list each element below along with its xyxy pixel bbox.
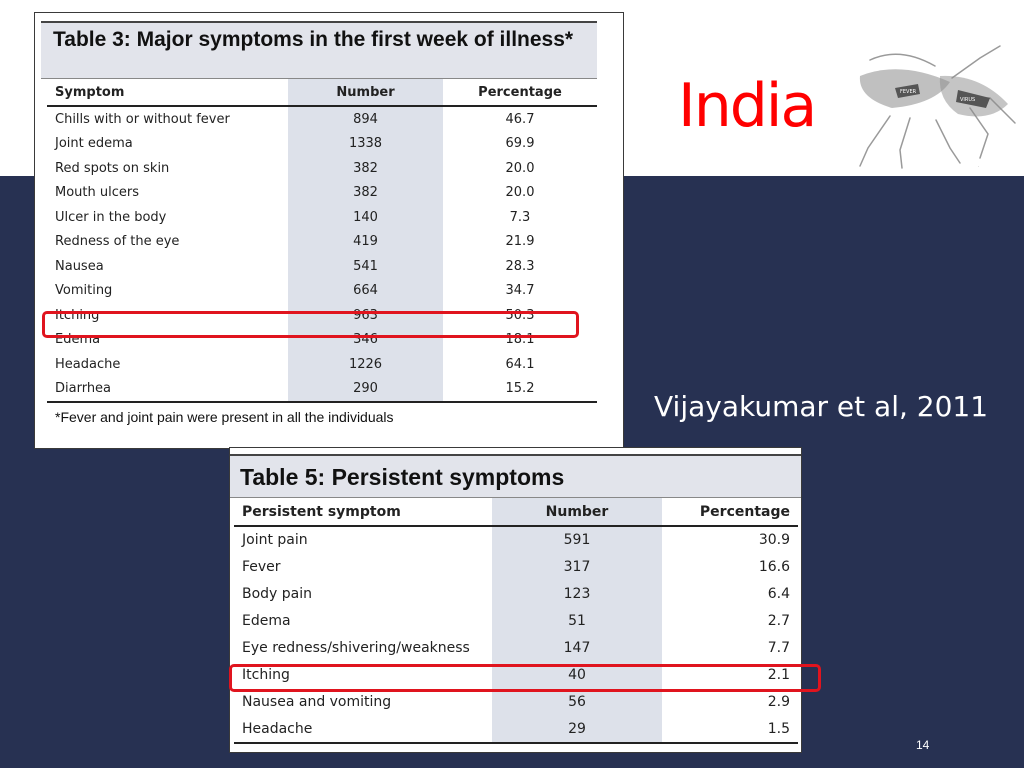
slide-number: 14 (916, 738, 930, 752)
slide-title: India (678, 71, 816, 141)
svg-text:FEVER: FEVER (900, 89, 917, 95)
symptom-cell: Itching (242, 666, 290, 683)
number-cell: 382 (288, 156, 443, 181)
percentage-cell: 46.7 (505, 111, 535, 127)
table-3-title: Table 3: Major symptoms in the first week of illness* (41, 21, 597, 79)
symptom-cell: Body pain (242, 586, 313, 603)
number-cell: 346 (288, 328, 443, 353)
svg-text:·: · (978, 164, 980, 169)
symptom-cell: Headache (55, 356, 121, 372)
symptom-cell: Edema (55, 332, 101, 348)
symptom-cell: Nausea and vomiting (242, 693, 392, 710)
table-3-bottom-rule (47, 401, 597, 403)
percentage-cell: 2.9 (767, 693, 790, 710)
percentage-cell: 21.9 (505, 234, 535, 250)
number-cell: 140 (288, 205, 443, 230)
percentage-cell: 20.0 (505, 185, 535, 201)
svg-text:VIRUS: VIRUS (960, 97, 976, 103)
symptom-cell: Itching (55, 307, 100, 323)
symptom-cell: Ulcer in the body (55, 209, 167, 225)
citation: Vijayakumar et al, 2011 (654, 390, 989, 423)
symptom-cell: Nausea (55, 258, 104, 274)
table-5-bottom-rule (234, 742, 798, 744)
percentage-cell: 30.9 (758, 532, 790, 549)
number-cell: 147 (492, 635, 662, 662)
number-cell: 591 (492, 527, 662, 554)
percentage-cell: 1.5 (767, 720, 790, 737)
percentage-cell: 7.7 (767, 640, 790, 656)
number-cell: 894 (288, 107, 443, 132)
percentage-cell: 15.2 (505, 381, 535, 397)
symptom-cell: Chills with or without fever (55, 111, 230, 127)
symptom-cell: Joint edema (55, 136, 133, 152)
symptom-cell: Redness of the eye (55, 234, 180, 250)
number-cell: 40 (492, 661, 662, 688)
column-header: Number (492, 498, 662, 527)
percentage-cell: 20.0 (505, 160, 535, 176)
percentage-cell: 34.7 (505, 283, 535, 299)
percentage-cell: 2.7 (767, 613, 790, 630)
number-cell: 29 (492, 715, 662, 742)
symptom-cell: Vomiting (55, 283, 113, 299)
percentage-cell: 28.3 (505, 258, 535, 274)
table-3-major-symptoms (34, 12, 624, 449)
table-5-grid (234, 498, 798, 742)
itching-highlight-table-3 (42, 311, 579, 338)
number-cell: 290 (288, 377, 443, 402)
symptom-cell: Fever (242, 559, 281, 576)
number-cell: 541 (288, 254, 443, 279)
percentage-cell: 18.1 (505, 332, 535, 348)
table-3-grid (47, 79, 597, 401)
number-cell: 382 (288, 181, 443, 206)
symptom-cell: Diarrhea (55, 381, 112, 397)
number-cell: 317 (492, 554, 662, 581)
number-cell: 419 (288, 230, 443, 255)
mosquito-word-cloud-icon (840, 38, 1024, 173)
column-header: Percentage (662, 498, 798, 527)
number-cell: 51 (492, 608, 662, 635)
percentage-cell: 7.3 (509, 209, 531, 225)
percentage-cell: 6.4 (767, 586, 790, 603)
column-header: Persistent symptom (234, 498, 492, 527)
column-header: Symptom (47, 79, 288, 107)
number-cell: 1338 (288, 132, 443, 157)
number-cell: 123 (492, 581, 662, 608)
column-header: Number (288, 79, 443, 107)
percentage-cell: 50.3 (505, 307, 535, 323)
symptom-cell: Red spots on skin (55, 160, 170, 176)
percentage-cell: 16.6 (758, 559, 790, 576)
number-cell: 963 (288, 303, 443, 328)
number-cell: 56 (492, 688, 662, 715)
number-cell: 664 (288, 279, 443, 304)
table-3-footnote: *Fever and joint pain were present in all the individuals (55, 409, 394, 425)
table-5-title: Table 5: Persistent symptoms (230, 454, 801, 498)
percentage-cell: 69.9 (505, 136, 535, 152)
symptom-cell: Mouth ulcers (55, 185, 139, 201)
number-cell: 1226 (288, 352, 443, 377)
column-header: Percentage (443, 79, 597, 107)
symptom-cell: Edema (242, 613, 291, 630)
symptom-cell: Joint pain (242, 532, 308, 549)
symptom-cell: Headache (242, 720, 313, 737)
table-5-persistent-symptoms (229, 447, 802, 753)
percentage-cell: 64.1 (505, 356, 535, 372)
symptom-cell: Eye redness/shivering/weakness (242, 640, 470, 656)
itching-highlight-table-5 (229, 664, 821, 692)
percentage-cell: 2.1 (767, 666, 790, 683)
